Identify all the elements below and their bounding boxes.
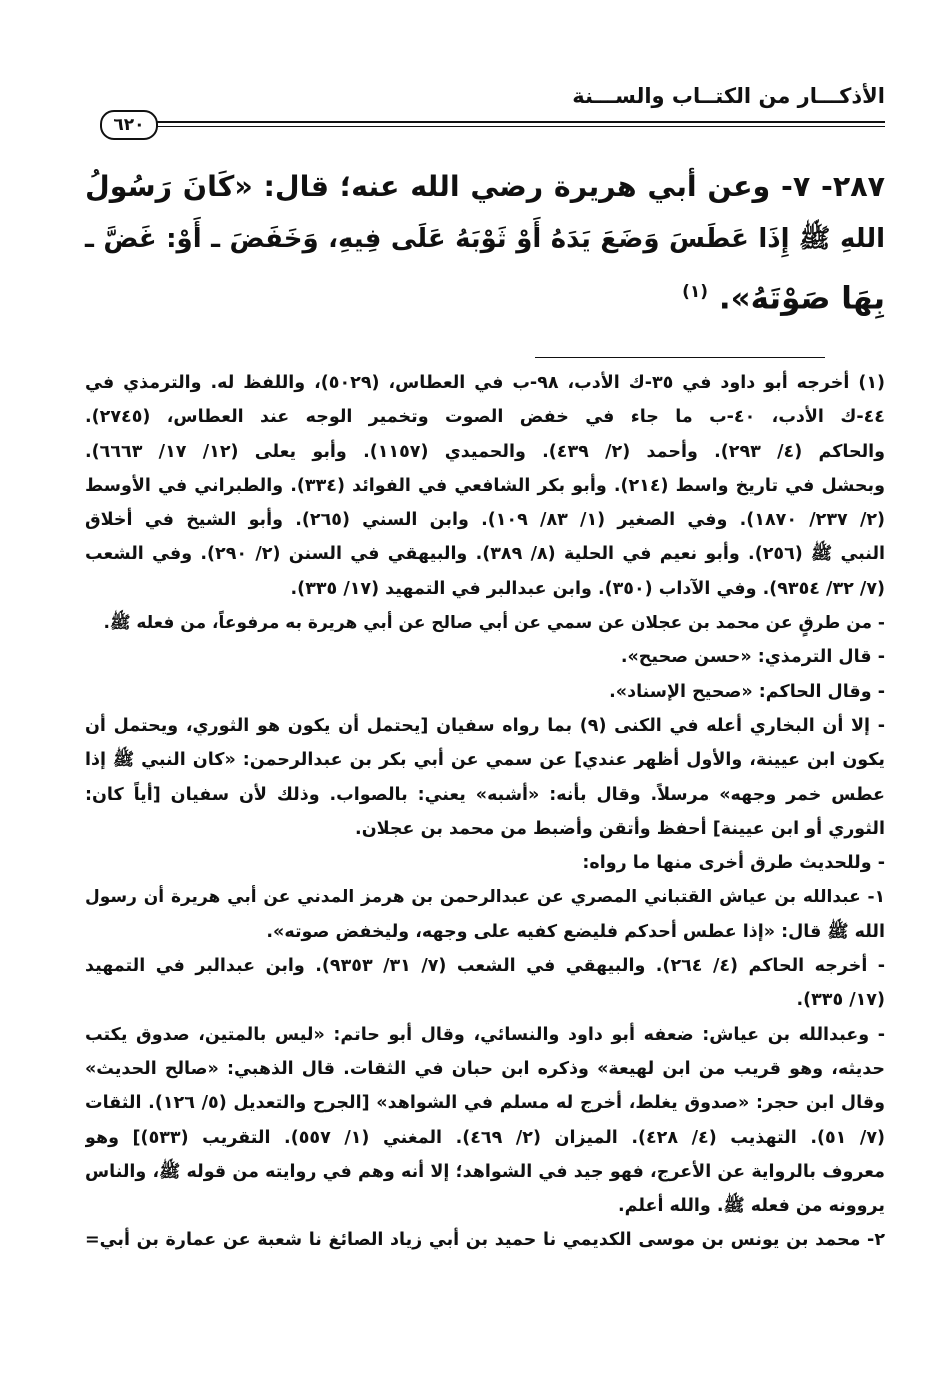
footnote-line: - من طرقٍ عن محمد بن عجلان عن سمي عن أبي صالح عن أبي هريرة به مرفوعاً، من فعله ﷺ. xyxy=(103,613,885,634)
footnote-line: - وللحديث طرق أخرى منها ما رواه: xyxy=(582,853,885,874)
footnote-line: ١- عبدالله بن عياش القتباني المصري عن عبدالرحمن بن هرمز المدني عن أبي هريرة أن رسول xyxy=(85,887,885,908)
footnote-line: يكون ابن عيينة، والأول أظهر عندي] عن سمي عن أبي بكر بن عبدالرحمن: «كان النبي ﷺ إذا xyxy=(85,750,885,771)
footnote-line: (٧/ ٥١). التهذيب (٤/ ٤٢٨). الميزان (٢/ ٤٦٩). المغني (١/ ٥٥٧). التقريب (٥٣٣)] وهو xyxy=(85,1127,885,1148)
footnote-separator xyxy=(535,357,825,358)
hadith-line-last xyxy=(85,266,885,325)
footnote-line: (١٧/ ٣٣٥). xyxy=(796,990,885,1011)
hadith-line-text: بِهَا صَوْتَهُ». xyxy=(718,280,885,317)
footnote-line: يروونه من فعله ﷺ. والله أعلم. xyxy=(618,1196,885,1217)
footnote-line: - قال الترمذي: «حسن صحيح». xyxy=(620,647,885,668)
footnote-line: حديثه، وهو قريب من ابن لهيعة» وذكره ابن حبان في الثقات. قال الذهبي: «صالح الحديث» xyxy=(85,1058,885,1079)
footnote-line: ٤٤-ك الأدب، ٤٠-ب ما جاء في خفض الصوت وتخمير الوجه عند العطاس، (٢٧٤٥). xyxy=(85,407,885,428)
footnote-line: - وعبدالله بن عياش: ضعفه أبو داود والنسائي، وقال أبو حاتم: «ليس بالمتين، صدوق يكتب xyxy=(85,1024,885,1045)
footnote-line: - أخرجه الحاكم (٤/ ٢٦٤). والبيهقي في الشعب (٧/ ٣١/ ٩٣٥٣). وابن عبدالبر في التمهيد xyxy=(85,956,885,977)
hadith-line: ٢٨٧- ٧- وعن أبي هريرة رضي الله عنه؛ قال: «كَانَ رَسُولُ xyxy=(85,170,885,203)
footnote-reference: (١) xyxy=(682,282,709,302)
footnote-line: (٢/ ٢٣٧/ ١٨٧٠). وفي الصغير (١/ ٨٣/ ١٠٩). وابن السني (٢٦٥). وأبو الشيخ في أخلاق xyxy=(85,510,885,531)
hadith-text xyxy=(85,160,885,325)
header-rule xyxy=(150,121,885,127)
footnote-line: (٧/ ٣٢/ ٩٣٥٤). وفي الآداب (٣٥٠). وابن عبدالبر في التمهيد (١٧/ ٣٣٥). xyxy=(290,578,885,599)
page-number: ٦٢٠ xyxy=(100,110,158,140)
footnote-line: عطس خمر وجهه» مرسلاً. وقال بأنه: «أشبه» يعني: بالصواب. وذلك لأن سفيان [أياً كان: xyxy=(85,784,885,805)
footnote-line: وقال ابن حجر: «صدوق يغلط، أخرج له مسلم في الشواهد» [الجرح والتعديل (٥/ ١٢٦). الثقات xyxy=(85,1093,885,1114)
footnote-line: ٢- محمد بن يونس بن موسى الكديمي نا حميد بن أبي زياد الصائغ نا شعبة عن عمارة بن أبي= xyxy=(85,1230,885,1251)
hadith-line: اللهِ ﷺ إِذَا عَطَسَ وَضَعَ يَدَهُ أَوْ ثَوْبَهُ عَلَى فِيهِ، وَخَفَضَ ـ أَوْ: غَضَّ ـ xyxy=(85,224,885,254)
book-title: الأذكـــار من الكتــاب والســـنة xyxy=(572,84,885,108)
footnote-line: النبي ﷺ (٢٥٦). وأبو نعيم في الحلية (٨/ ٣٨٩). والبيهقي في السنن (٢/ ٢٩٠). وفي الشعب xyxy=(85,544,885,565)
footnote-line: الثوري أو ابن عيينة] أحفظ وأتقن وأضبط من محمد بن عجلان. xyxy=(355,818,885,839)
footnote-line: والحاكم (٤/ ٢٩٣). وأحمد (٢/ ٤٣٩). والحميدي (١١٥٧). وأبو يعلى (١٢/ ١٧/ ٦٦٦٣). xyxy=(85,441,885,462)
footnotes xyxy=(85,366,885,1258)
footnote-line: الله ﷺ قال: «إذا عطس أحدكم فليضع كفيه على وجهه، وليخفض صوته». xyxy=(266,921,885,942)
footnote-line: - إلا أن البخاري أعله في الكنى (٩) بما رواه سفيان [يحتمل أن يكون هو الثوري، ويحتمل أن xyxy=(85,715,885,736)
footnote-line: معروف بالرواية عن الأعرج، فهو جيد في الشواهد؛ إلا أنه وهم في روايته من قوله ﷺ، والناس xyxy=(85,1161,885,1182)
footnote-line: - وقال الحاكم: «صحيح الإسناد». xyxy=(609,681,885,702)
footnote-line: وبحشل في تاريخ واسط (٢١٤). وأبو بكر الشافعي في الفوائد (٣٣٤). والطبراني في الأوسط xyxy=(85,475,885,496)
footnote-line: (١) أخرجه أبو داود في ٣٥-ك الأدب، ٩٨-ب في العطاس، (٥٠٢٩)، واللفظ له. والترمذي في xyxy=(85,373,885,393)
